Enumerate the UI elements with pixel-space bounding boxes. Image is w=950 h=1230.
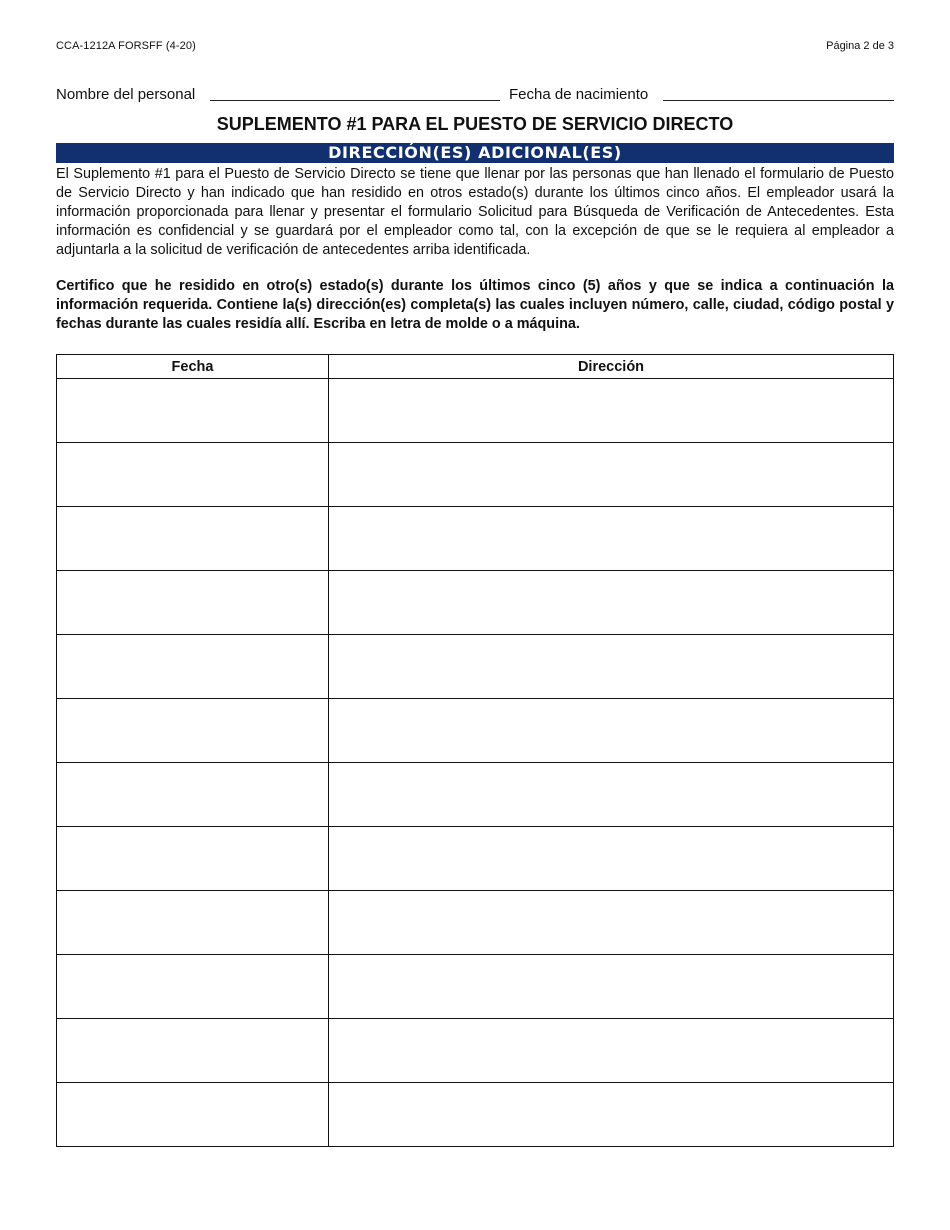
date-cell[interactable] xyxy=(57,571,329,635)
table-row xyxy=(57,763,894,827)
table-row xyxy=(57,507,894,571)
date-cell[interactable] xyxy=(57,443,329,507)
address-cell[interactable] xyxy=(329,443,894,507)
address-cell[interactable] xyxy=(329,827,894,891)
certification-statement: Certifico que he residido en otro(s) estado(s) durante los últimos cinco (5) años y que se indica a continuación la información requerida. Contiene la(s) dirección(es) completa(s) las cuales incluyen número, calle, ciudad, código postal y fechas durante las cuales residía allí. Escriba en letra de molde o a máquina. xyxy=(56,278,894,332)
page-number: Página 2 de 3 xyxy=(826,40,894,52)
address-cell[interactable] xyxy=(329,571,894,635)
intro-paragraph: El Suplemento #1 para el Puesto de Servicio Directo se tiene que llenar por las personas que han llenado el formulario de Puesto de Servicio Directo y han indicado que han residido en otros estado(s) durante los últimos cinco años. El empleador usará la información proporcionada para llenar y presentar el formulario Solicitud para Búsqueda de Verificación de Antecedentes. Esta información es confidencial y se guardará por el empleador como tal, con la excepción de que se le requiera al empleador a adjuntarla a la solicitud de verificación de antecedentes arriba identificada. xyxy=(56,166,894,258)
table-row xyxy=(57,1019,894,1083)
date-cell[interactable] xyxy=(57,827,329,891)
address-cell[interactable] xyxy=(329,891,894,955)
address-cell[interactable] xyxy=(329,955,894,1019)
dob-field[interactable] xyxy=(663,100,894,101)
date-cell[interactable] xyxy=(57,763,329,827)
form-id: CCA-1212A FORSFF (4-20) xyxy=(56,40,196,52)
address-table xyxy=(56,354,894,1147)
page-title: SUPLEMENTO #1 PARA EL PUESTO DE SERVICIO DIRECTO xyxy=(216,114,734,134)
date-cell[interactable] xyxy=(57,1019,329,1083)
column-header-direccion: Dirección xyxy=(329,355,894,379)
dob-label: Fecha de nacimiento xyxy=(509,86,649,103)
table-row xyxy=(57,571,894,635)
table-header-row xyxy=(57,355,894,379)
table-row xyxy=(57,827,894,891)
date-cell[interactable] xyxy=(57,891,329,955)
column-header-fecha: Fecha xyxy=(57,355,329,379)
address-cell[interactable] xyxy=(329,763,894,827)
date-cell[interactable] xyxy=(57,635,329,699)
address-cell[interactable] xyxy=(329,1083,894,1147)
section-heading: DIRECCIÓN(ES) ADICIONAL(ES) xyxy=(56,143,894,163)
personal-info-row xyxy=(56,86,894,106)
table-row xyxy=(57,1083,894,1147)
name-field[interactable] xyxy=(210,100,500,101)
table-row xyxy=(57,955,894,1019)
address-cell[interactable] xyxy=(329,1019,894,1083)
table-row xyxy=(57,443,894,507)
address-cell[interactable] xyxy=(329,699,894,763)
date-cell[interactable] xyxy=(57,1083,329,1147)
address-cell[interactable] xyxy=(329,635,894,699)
date-cell[interactable] xyxy=(57,379,329,443)
table-row xyxy=(57,635,894,699)
address-cell[interactable] xyxy=(329,379,894,443)
date-cell[interactable] xyxy=(57,699,329,763)
table-row xyxy=(57,891,894,955)
address-table-body xyxy=(57,379,894,1147)
date-cell[interactable] xyxy=(57,507,329,571)
table-row xyxy=(57,699,894,763)
address-cell[interactable] xyxy=(329,507,894,571)
table-row xyxy=(57,379,894,443)
date-cell[interactable] xyxy=(57,955,329,1019)
name-label: Nombre del personal xyxy=(56,86,196,103)
